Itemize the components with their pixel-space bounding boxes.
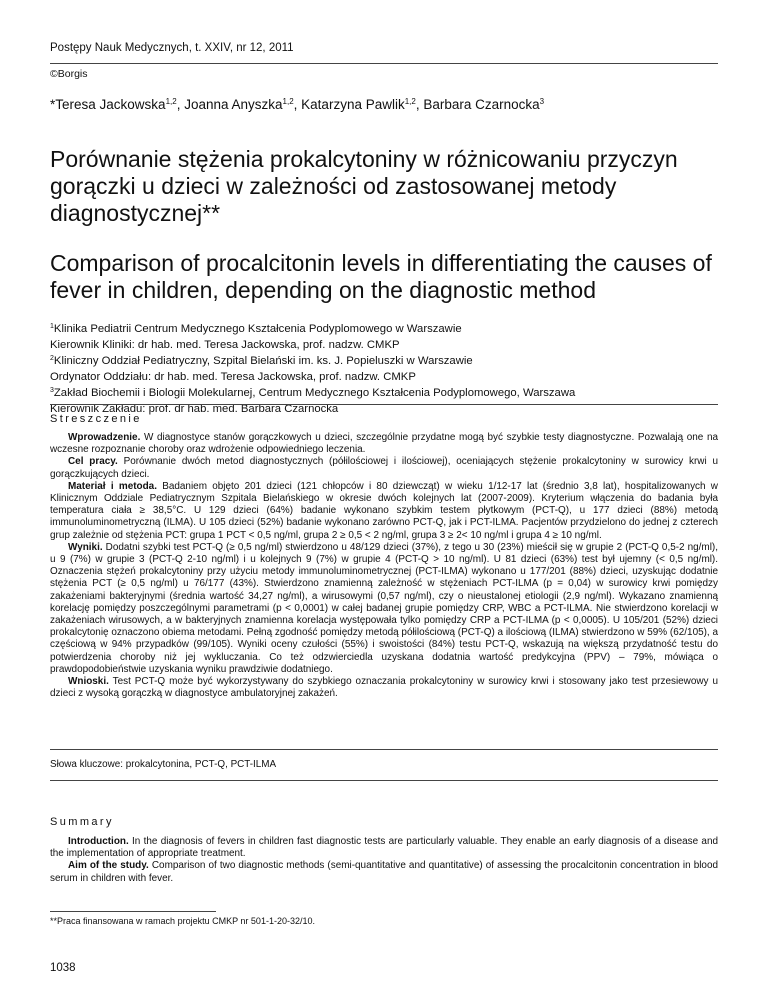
keywords-top-rule: [50, 749, 718, 750]
author: Barbara Czarnocka$^3$: [423, 97, 545, 112]
abstract-paragraph: Wprowadzenie. W diagnostyce stanów gorączkowych u dzieci, szczególnie przydatne mogą być szybkie testy diagnostyczne. Pozwalają one na wczesne rozpoznanie choroby oraz wdrożenie odpowiedniego leczenia.: [50, 432, 718, 456]
abstract-paragraph: Wnioski. Test PCT-Q może być wykorzystywany do szybkiego oznaczania prokalcytoniny w surowicy krwi i stosowany jako test przesiewowy u dzieci z wysoką gorączką w diagnostyce ambulatoryjnej zakażeń.: [50, 676, 718, 700]
abstract-polish: [50, 432, 718, 700]
author: Katarzyna Pawlik$^{1,2}$,: [301, 97, 424, 112]
affiliations: [50, 320, 730, 416]
affiliation-line: Kierownik Zakładu: prof. dr hab. med. Barbara Czarnocka: [50, 403, 339, 415]
affiliation-line: $^3$Zakład Biochemii i Biologii Molekularnej, Centrum Medycznego Kształcenia Podyplomowego, Warszawa: [50, 387, 576, 399]
abstract-english: [50, 836, 718, 885]
affiliation-line: Kierownik Kliniki: dr hab. med. Teresa Jackowska, prof. nadzw. CMKP: [50, 339, 400, 351]
section-rule: [50, 404, 718, 405]
author: *Teresa Jackowska$^{1,2}$,: [50, 97, 185, 112]
footnote-rule: [50, 911, 216, 912]
keywords: Słowa kluczowe: prokalcytonina, PCT-Q, PCT-ILMA: [50, 759, 277, 770]
journal-citation: Postępy Nauk Medycznych, t. XXIV, nr 12, 2011: [50, 42, 294, 54]
title-english: Comparison of procalcitonin levels in differentiating the causes of fever in children, depending on the diagnostic method: [50, 250, 712, 303]
title-polish: Porównanie stężenia prokalcytoniny w różnicowaniu przyczyn gorączki u dzieci w zależności od zastosowanej metody diagnostycznej**: [50, 146, 678, 226]
copyright: ©Borgis: [50, 68, 88, 80]
abstract-paragraph: Introduction. In the diagnosis of fevers in children fast diagnostic tests are particularly valuable. They enable an early diagnosis of a disease and the implementation of appropriate treatment.: [50, 836, 718, 860]
author: Joanna Anyszka$^{1,2}$,: [184, 97, 302, 112]
affiliation-line: Ordynator Oddziału: dr hab. med. Teresa Jackowska, prof. nadzw. CMKP: [50, 371, 416, 383]
streszczenie-heading: Streszczenie: [50, 413, 142, 425]
abstract-paragraph: Aim of the study. Comparison of two diagnostic methods (semi-quantitative and quantitative) of assessing the procalcitonin concentration in blood serum in children with fever.: [50, 860, 719, 884]
abstract-paragraph: Cel pracy. Porównanie dwóch metod diagnostycznych (półilościowej i ilościowej), oceniających stężenie prokalcytoniny w surowicy krwi u gorączkujących dzieci.: [50, 456, 719, 480]
keywords-bottom-rule: [50, 780, 718, 781]
affiliation-line: $^2$Kliniczny Oddział Pediatryczny, Szpital Bielański im. ks. J. Popieluszki w Warszawie: [50, 355, 473, 367]
affiliation-line: $^1$Klinika Pediatrii Centrum Medycznego Kształcenia Podyplomowego w Warszawie: [50, 323, 462, 335]
funding-footnote: **Praca finansowana w ramach projektu CMKP nr 501-1-20-32/10.: [50, 916, 315, 926]
header-rule: [50, 63, 718, 64]
abstract-paragraph: Materiał i metoda. Badaniem objęto 201 dzieci (121 chłopców i 80 dziewcząt) w wieku 1/12-17 lat (średnio 3,8 lat), hospitalizowanych w Klinicznym Oddziale Pediatrycznym Szpitala Bielańskiego w okresie dwóch kolejnych lat (2007-2009). Kryterium włączenia do badania była temperatura ciała ≥ 38,5°C. U 129 dzieci (64%) badanie wykonano szybkim testem płytkowym (PCT-Q), u 177 dzieci (88%) metodą immunoluminometryczną (ILMA). U 105 dzieci (52%) badanie wykonano zarówno PCT-Q, jak i PCT-ILMA. Pacjentów przydzielono do jednej z czterech grup zależnie od stężenia PCT: grupa 1 PCT < 0,5 ng/ml, grupa 2 ≥ 0,5 < 2 ng/ml, grupa 3 ≥ 2< 10 ng/ml i grupa 4 ≥ 10 ng/ml.: [50, 480, 718, 541]
page-number: 1038: [50, 962, 76, 974]
authors-line: [50, 97, 544, 112]
summary-heading: Summary: [50, 816, 114, 828]
abstract-paragraph: Wyniki. Dodatni szybki test PCT-Q (≥ 0,5 ng/ml) stwierdzono u 48/129 dzieci (37%), z tego u 30 (23%) mieścił się w grupie 2 (PCT-Q 0,5-2 ng/ml), u 9 (7%) w grupie 3 (PCT-Q 2-10 ng/ml) i u kolejnych 9 (7%) w grupie 4 (PCT-Q > 10 ng/ml). U 81 dzieci (63%) test był ujemny (< 0,5 ng/ml). Oznaczenia stężeń prokalcytoniny przy użyciu metody immunoluminometrycznej (PCT-ILMA) wykonano u 177/201 (88%) dzieci, uzyskując dodatnie stężenia PCT (≥ 0,5 ng/ml) u 76/177 (43%). Stwierdzono znamienną zależność w stężeniach PCT-ILMA (p = 0,04) w surowicy krwi pomiędzy zakażeniami bakteryjnymi (średnia wartość 34,27 ng/ml), a wirusowymi (0,57 ng/ml), czy o nieustalonej etiologii (2,9 ng/ml). Wykazano znamienną korelację pomiędzy poszczególnymi parametrami (p < 0,0001) w całej badanej grupie pomiędzy CRP, WBC a PCT-ILMA. Nie stwierdzono korelacji w zakażeniach wirusowych, a w bakteryjnych znamienna korelacja występowała tylko pomiędzy CRP a PCT-ILMA (p < 0,0005). U 105/201 (52%) dzieci prokalcytonię oznaczono obiema metodami. Pełną zgodność pomiędzy metodą półilościową (PCT-Q) a ilościową (ILMA) stwierdzono w 59% (62/105), a częściową w 94% przypadków (99/105). Wyniki oceny czułości (55%) i swoistości (84%) testu PCT-Q, wskazują na większą przydatność testu do potwierdzenia choroby niż jej wykluczania. Co też odzwierciedla uzyskana dodatnia wartość predykcyjna (PPV) – 79%, mówiąca o prawdopodobieństwie uzyskania wyniku prawdziwie dodatniego.: [50, 541, 718, 675]
